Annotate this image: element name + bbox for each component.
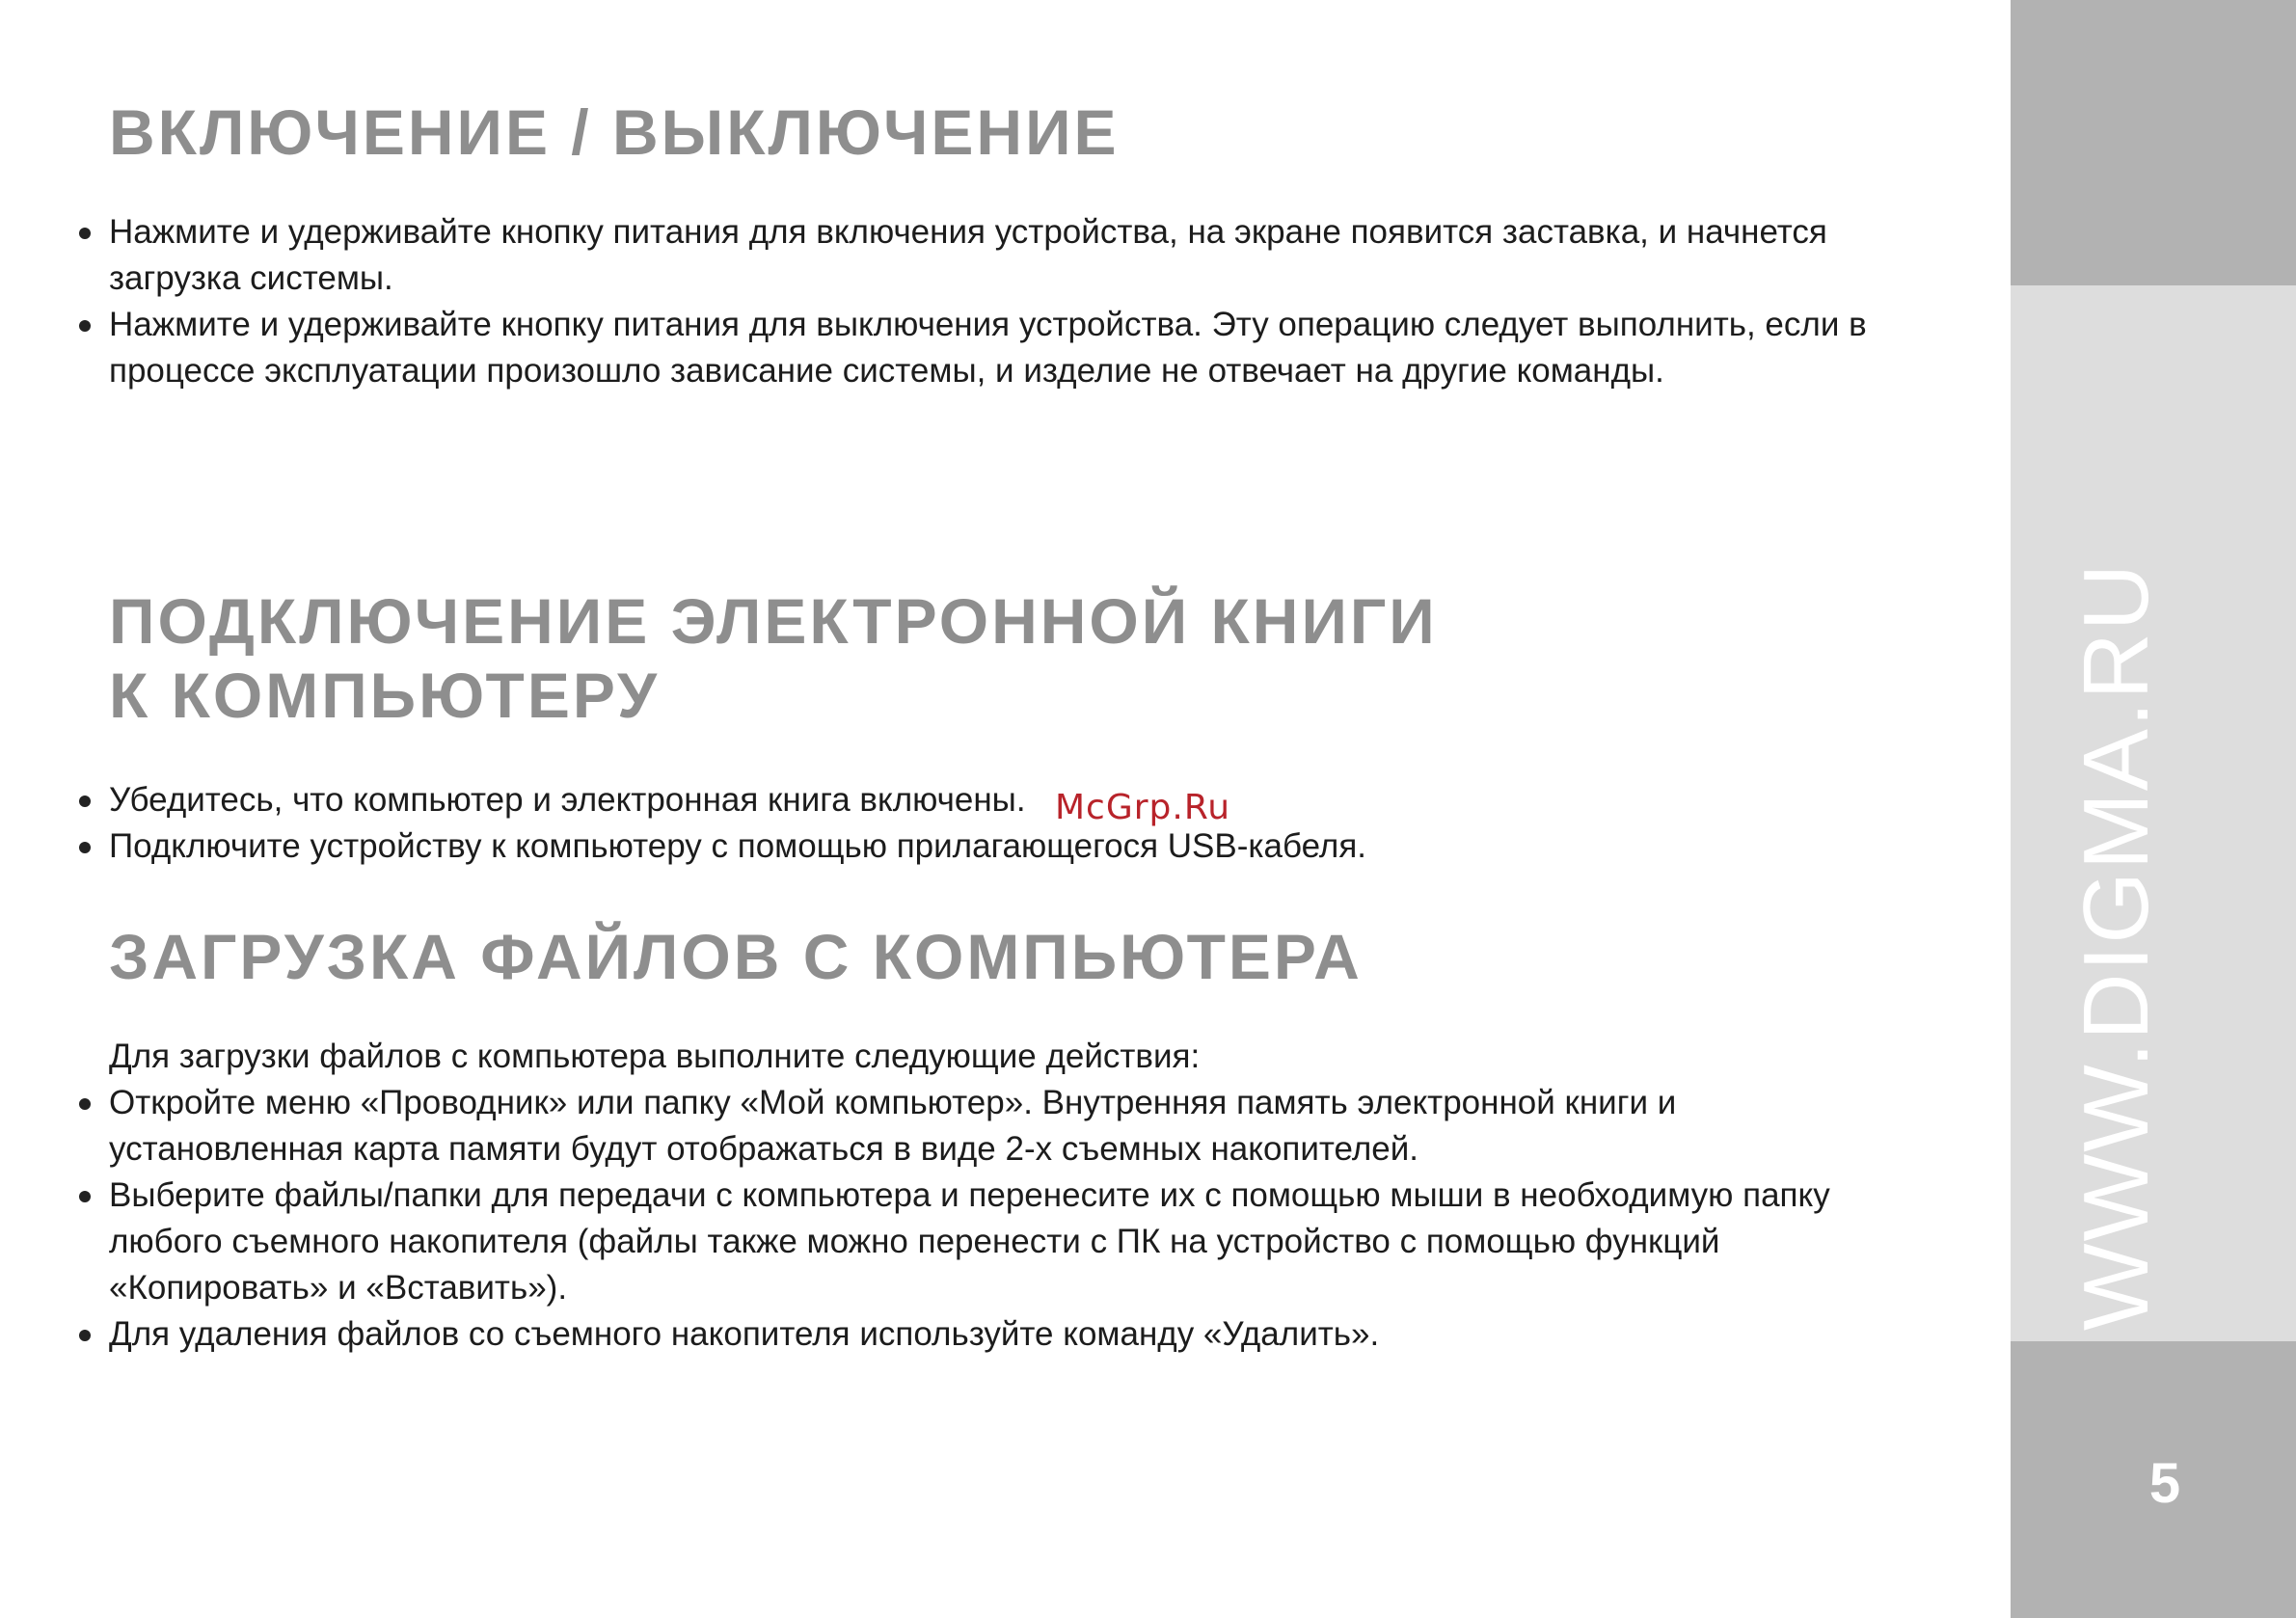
bullet-icon	[79, 842, 91, 853]
site-url: WWW.DIGMA.RU	[2065, 561, 2168, 1331]
list-item	[75, 1173, 1907, 1311]
list-item	[75, 209, 1907, 302]
connect-list	[75, 777, 1907, 870]
list-item	[75, 1311, 1907, 1358]
connect-section-title-line2: К КОМПЬЮТЕРУ	[109, 660, 661, 731]
power-section-title: ВКЛЮЧЕНИЕ / ВЫКЛЮЧЕНИЕ	[109, 96, 1120, 168]
list-item-text: Подключите устройству к компьютеру с помощью прилагающегося USB-кабеля.	[109, 827, 1367, 865]
upload-section-title: ЗАГРУЗКА ФАЙЛОВ С КОМПЬЮТЕРА	[109, 921, 1363, 992]
page-number: 5	[2148, 1452, 2181, 1515]
bullet-icon	[79, 228, 91, 239]
upload-list	[75, 1080, 1907, 1358]
list-item-text: Выберите файлы/папки для передачи с компьютера и перенесите их с помощью мыши в необходимую папку любого съемного накопителя (файлы также можно перенести с ПК на устройство с помощью функций «Копировать» и «Вставить»).	[109, 1176, 1830, 1307]
list-item	[75, 823, 1907, 870]
bullet-icon	[79, 1330, 91, 1341]
list-item-text: Нажмите и удерживайте кнопку питания для включения устройства, на экране появится заставка, и начнется загрузка системы.	[109, 213, 1827, 297]
power-list	[75, 209, 1907, 394]
list-item-text: Убедитесь, что компьютер и электронная книга включены.	[109, 781, 1026, 819]
bullet-icon	[79, 796, 91, 807]
list-item-text: Откройте меню «Проводник» или папку «Мой компьютер». Внутренняя память электронной книги и установленная карта памяти будут отображаться в виде 2-х съемных накопителей.	[109, 1084, 1677, 1168]
list-item	[75, 777, 1907, 823]
bullet-icon	[79, 1098, 91, 1110]
list-item-text: Для удаления файлов со съемного накопителя используйте команду «Удалить».	[109, 1315, 1380, 1353]
list-item-text: Нажмите и удерживайте кнопку питания для выключения устройства. Эту операцию следует выполнить, если в процессе эксплуатации произошло зависание системы, и изделие не отвечает на другие команды.	[109, 306, 1867, 390]
sidebar-top-band	[2011, 0, 2296, 285]
bullet-icon	[79, 1191, 91, 1202]
bullet-icon	[79, 320, 91, 332]
list-item	[75, 302, 1907, 394]
watermark-text: McGrp.Ru	[1055, 788, 1231, 827]
upload-intro: Для загрузки файлов с компьютера выполните следующие действия:	[109, 1038, 1201, 1075]
list-item	[75, 1080, 1907, 1173]
connect-section-title-line1: ПОДКЛЮЧЕНИЕ ЭЛЕКТРОННОЙ КНИГИ	[109, 585, 1438, 657]
